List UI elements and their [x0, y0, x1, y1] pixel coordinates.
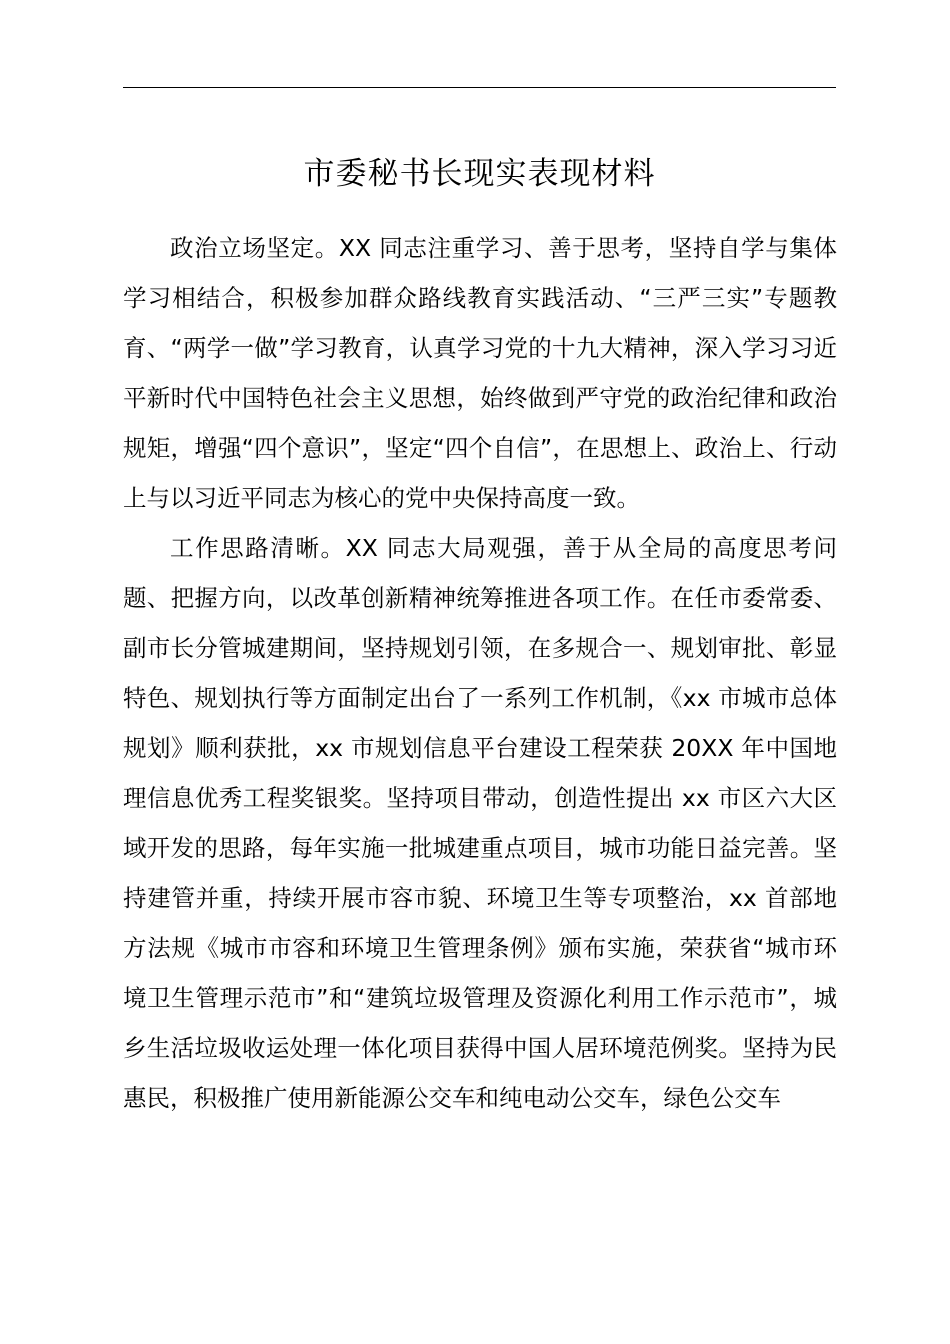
paragraph-political-stance: 政治立场坚定。XX 同志注重学习、善于思考，坚持自学与集体学习相结合，积极参加群众路线教育实践活动、“三严三实”专题教育、“两学一做”学习教育，认真学习党的十九大精神，深入学习习近平新时代中国特色社会主义思想，始终做到严守党的政治纪律和政治规矩，增强“四个意识”，坚定“四个自信”，在思想上、政治上、行动上与以习近平同志为核心的党中央保持高度一致。	[123, 234, 837, 512]
document-title: 市委秘书长现实表现材料	[303, 156, 656, 192]
header-rule	[123, 87, 836, 88]
document-body	[123, 223, 837, 1123]
paragraph-work-approach: 工作思路清晰。XX 同志大局观强，善于从全局的高度思考问题、把握方向，以改革创新精神统筹推进各项工作。在任市委常委、副市长分管城建期间，坚持规划引领，在多规合一、规划审批、彰显特色、规划执行等方面制定出台了一系列工作机制，《xx 市城市总体规划》顺利获批，xx 市规划信息平台建设工程荣获 20XX 年中国地理信息优秀工程奖银奖。坚持项目带动，创造性提出 xx 市区六大区域开发的思路，每年实施一批城建重点项目，城市功能日益完善。坚持建管并重，持续开展市容市貌、环境卫生等专项整治，xx 首部地方法规《城市市容和环境卫生管理条例》颁布实施，荣获省“城市环境卫生管理示范市”和“建筑垃圾管理及资源化利用工作示范市”，城乡生活垃圾收运处理一体化项目获得中国人居环境范例奖。坚持为民惠民，积极推广使用新能源公交车和纯电动公交车，绿色公交车	[123, 534, 837, 1112]
